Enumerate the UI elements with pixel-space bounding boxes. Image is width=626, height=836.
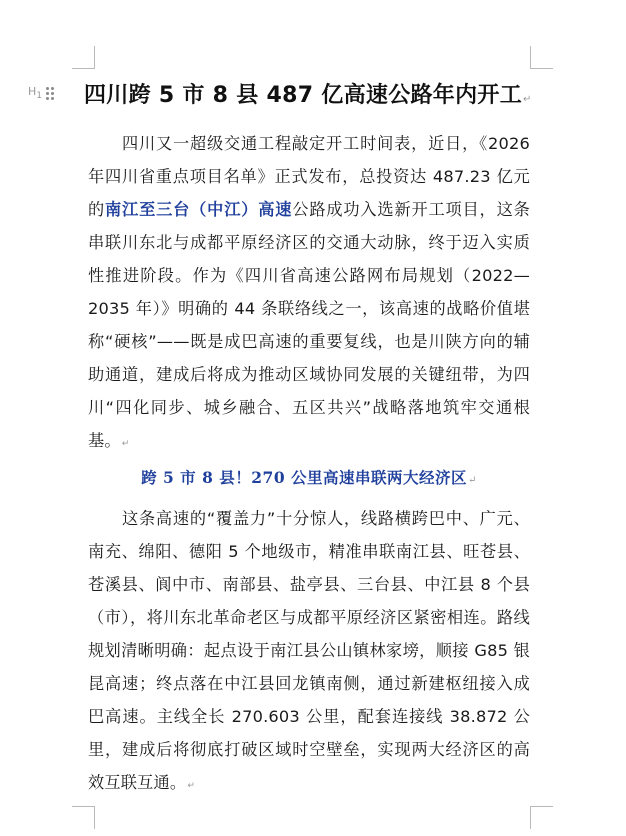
document-body[interactable] [88,127,530,803]
heading-level-icon[interactable]: $H_1$ [28,84,43,102]
section-heading[interactable]: 跨 5 市 8 县！270 公里高速串联两大经济区↵ [141,468,477,487]
drag-handle-icon[interactable] [46,87,54,100]
crop-mark-bottom-left [72,806,95,829]
crop-mark-top-left [72,46,95,69]
crop-mark-top-right [530,46,553,69]
paragraph[interactable]: 这条高速的“覆盖力”十分惊人，线路横跨巴中、广元、南充、绵阳、德阳 5 个地级市，精准串联南江县、旺苍县、苍溪县、阆中市、南部县、盐亭县、三台县、中江县 8 个县（市），将川东北革命老区与成都平原经济区紧密相连。路线规划清晰明确：起点设于南江县公山镇林家塝，顺接 G85 银昆高速；终点落在中江县回龙镇南侧，通过新建枢纽接入成巴高速。主线全长 270.603 公里，配套连接线 38.872 公里，建成后将彻底打破区域时空壁垒，实现两大经济区的高效互联互通。↵ [88,509,530,792]
paragraph-mark-icon: ↵ [187,781,196,791]
heading-tools[interactable] [28,84,54,102]
crop-mark-bottom-right [530,806,553,829]
paragraph-mark-icon: ↵ [121,439,130,449]
highlighted-project-name: 南江至三台（中江）高速 [105,200,293,219]
paragraph-mark-icon: ↵ [523,94,532,105]
page-title[interactable]: 四川跨 5 市 8 县 487 亿高速公路年内开工↵ [84,83,532,108]
paragraph-mark-icon: ↵ [468,475,477,486]
paragraph[interactable]: 四川又一超级交通工程敲定开工时间表，近日，《2026 年四川省重点项目名单》正式发布，总投资达 487.23 亿元的南江至三台（中江）高速公路成功入选新开工项目，这条串联川东北与成都平原经济区的交通大动脉，终于迈入实质性推进阶段。作为《四川省高速公路网布局规划（2022—2035 年）》明确的 44 条联络线之一，该高速的战略价值堪称“硬核”——既是成巴高速的重要复线，也是川陕方向的辅助通道，建成后将成为推动区域协同发展的关键纽带，为四川“四化同步、城乡融合、五区共兴”战略落地筑牢交通根基。↵ [88,134,530,450]
